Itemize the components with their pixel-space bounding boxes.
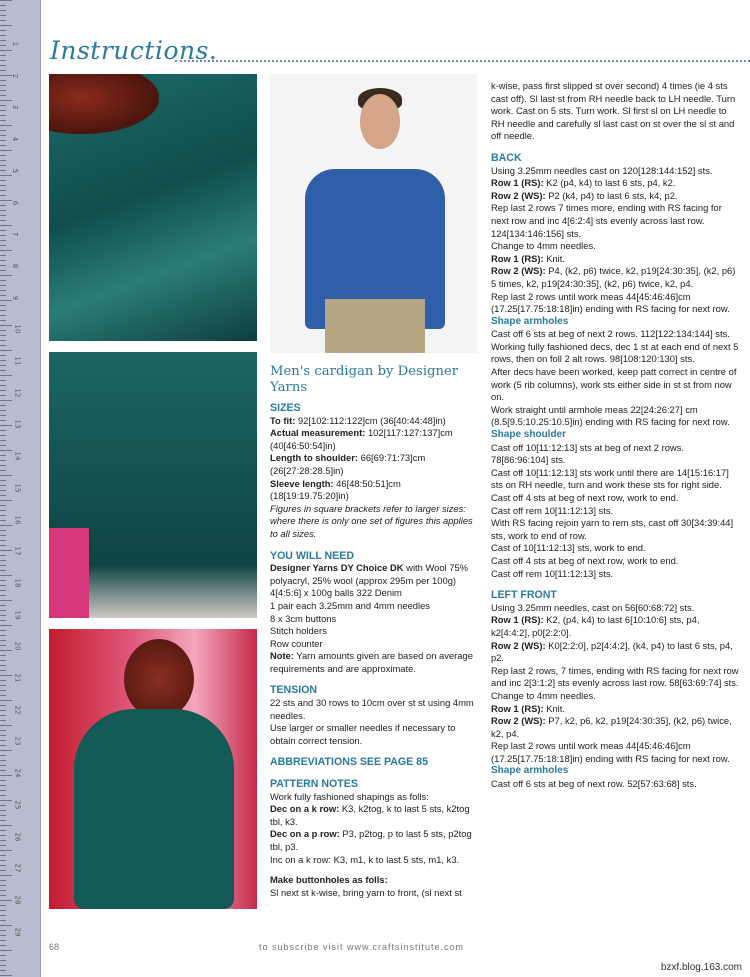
- ruler-tick: [0, 565, 6, 566]
- ruler-tick: [0, 295, 6, 296]
- ruler-tick: [0, 910, 6, 911]
- ruler-number: 9: [11, 295, 20, 300]
- lf-row1b: Row 1 (RS): Knit.: [491, 702, 565, 714]
- ruler-tick: [0, 355, 6, 356]
- sh-5: With RS facing rejoin yarn to rem sts, cast off 30[34:39:44] sts, work to end of row.: [491, 517, 734, 541]
- ruler-number: 10: [13, 324, 22, 334]
- ruler-tick: [0, 380, 6, 381]
- ruler-tick: [0, 755, 6, 756]
- back-row1: Row 1 (RS): K2 (p4, k4) to last 6 sts, p4, k2.: [491, 177, 676, 189]
- ruler-tick: [0, 925, 12, 926]
- photo-lace-sleeve: [49, 352, 257, 618]
- ruler-tick: [0, 665, 6, 666]
- ruler-tick: [0, 685, 6, 686]
- ruler-number: 23: [13, 736, 22, 746]
- ruler-tick: [0, 170, 6, 171]
- ruler-tick: [0, 270, 6, 271]
- ruler-tick: [0, 330, 6, 331]
- need-note: Note: Yarn amounts given are based on average requirements and are approximate.: [270, 650, 473, 674]
- ruler-tick: [0, 645, 6, 646]
- pattern-heading: PATTERN NOTES: [270, 778, 358, 791]
- lf-4: Rep last 2 rows until work meas 44[45:46:46]cm (17.25[17.75:18:18]in) ending with RS facing for next row.: [491, 740, 730, 764]
- ruler-tick: [0, 65, 6, 66]
- ruler-tick: [0, 215, 6, 216]
- ruler-tick: [0, 745, 6, 746]
- sh-1: Cast off 10[11:12:13] sts at beg of next 2 rows. 78[86:96:104] sts.: [491, 441, 684, 466]
- ruler-tick: [0, 805, 6, 806]
- ruler-tick: [0, 730, 6, 731]
- ruler-tick: [0, 630, 6, 631]
- ruler-tick: [0, 895, 6, 896]
- ruler-tick: [0, 385, 6, 386]
- ruler-tick: [0, 900, 12, 901]
- pattern-inc: Inc on a k row: K3, m1, k to last 5 sts, m1, k3.: [270, 853, 460, 865]
- ruler-tick: [0, 400, 12, 401]
- back-row2b: Row 2 (WS): P4, (k2, p6) twice, k2, p19[24:30:35], (k2, p6) 5 times, k2, p19[24:30:35], (k2, p6) twice, k2, p4.: [491, 265, 736, 289]
- ruler-tick: [0, 965, 6, 966]
- ruler-tick: [0, 955, 6, 956]
- lf-armholes-heading: Shape armholes: [491, 765, 569, 777]
- ruler-tick: [0, 375, 12, 376]
- ruler-number: 24: [13, 768, 22, 778]
- ruler-tick: [0, 450, 12, 451]
- ruler-number: 18: [13, 578, 22, 588]
- ruler-tick: [0, 595, 6, 596]
- ruler-tick: [0, 165, 6, 166]
- ruler: [0, 0, 41, 977]
- ruler-number: 28: [13, 895, 22, 905]
- ruler-tick: [0, 815, 6, 816]
- sizes-sleeve: Sleeve length: 46[48:50:51]cm (18[19:19.75:20]in): [270, 477, 401, 502]
- ruler-tick: [0, 195, 6, 196]
- cont-text: k-wise, pass first slipped st over second) 4 times (ie 4 sts cast off). Sl last st from RH needle back to LH needle. Turn work. Cast on 5 sts. Turn work. Sl first sl on LH needle to RH needle and carefully sl last cast on st over the sl st and off needle.: [491, 80, 736, 142]
- ruler-tick: [0, 535, 6, 536]
- ruler-tick: [0, 225, 12, 226]
- ruler-tick: [0, 360, 6, 361]
- ruler-tick: [0, 850, 12, 851]
- ruler-tick: [0, 265, 6, 266]
- back-row1b: Row 1 (RS): Knit.: [491, 252, 565, 264]
- ruler-tick: [0, 725, 12, 726]
- ruler-number: 29: [13, 927, 22, 937]
- ruler-number: 16: [13, 515, 22, 524]
- ruler-tick: [0, 780, 6, 781]
- ruler-tick: [0, 970, 6, 971]
- ruler-tick: [0, 590, 6, 591]
- lf-row1: Row 1 (RS): K2, (p4, k4) to last 6[10:10:6] sts, p4, k2[4:4:2], p0[2:2:0].: [491, 614, 700, 638]
- ruler-tick: [0, 615, 6, 616]
- column-2: [491, 80, 739, 791]
- ruler-tick: [0, 235, 6, 236]
- ruler-tick: [0, 880, 6, 881]
- sizes-heading: SIZES: [270, 402, 301, 414]
- ruler-tick: [0, 230, 6, 231]
- lf-3: Change to 4mm needles.: [491, 689, 596, 701]
- ruler-tick: [0, 715, 6, 716]
- ruler-number: 20: [13, 641, 22, 651]
- lf-2: Rep last 2 rows, 7 times, ending with RS facing for next row and inc 2[3:1:2] sts evenly across last row. 58[63:69:74] sts.: [491, 664, 739, 689]
- ruler-tick: [0, 260, 6, 261]
- need-buttons: 8 x 3cm buttons: [270, 612, 337, 624]
- ruler-number: 17: [13, 546, 22, 556]
- need-needles: 1 pair each 3.25mm and 4mm needles: [270, 599, 430, 611]
- ruler-tick: [0, 600, 12, 601]
- lf-1: Using 3.25mm needles, cast on 56[60:68:72] sts.: [491, 601, 695, 613]
- tension-text2: Use larger or smaller needles if necessary to obtain correct tension.: [270, 722, 456, 746]
- arm-4: Work straight until armhole meas 22[24:26:27] cm (8.5[9.5:10.25:10.5]in) ending with RS facing for next row.: [491, 403, 730, 428]
- ruler-tick: [0, 675, 12, 676]
- ruler-tick: [0, 640, 6, 641]
- ruler-tick: [0, 700, 12, 701]
- left-front-heading: LEFT FRONT: [491, 589, 557, 602]
- ruler-tick: [0, 370, 6, 371]
- ruler-tick: [0, 860, 6, 861]
- ruler-number: 12: [13, 388, 22, 398]
- ruler-tick: [0, 415, 6, 416]
- ruler-number: 25: [13, 800, 22, 810]
- ruler-tick: [0, 70, 6, 71]
- ruler-number: 14: [13, 451, 22, 461]
- ruler-tick: [0, 365, 6, 366]
- arm-1: Cast off 6 sts at beg of next 2 rows. 112[122:134:144] sts.: [491, 328, 730, 340]
- ruler-tick: [0, 335, 6, 336]
- need-holders: Stitch holders: [270, 625, 327, 637]
- ruler-tick: [0, 10, 6, 11]
- ruler-tick: [0, 750, 12, 751]
- ruler-tick: [0, 510, 6, 511]
- ruler-tick: [0, 770, 6, 771]
- pattern-buttonhole-label: Make buttonholes as folls:: [270, 874, 388, 886]
- ruler-tick: [0, 125, 12, 126]
- back-2: Rep last 2 rows 7 times more, ending with RS facing for next row and inc 4[6:2:4] sts evenly across last row. 124[134:146:156] sts.: [491, 202, 722, 239]
- tension-text: 22 sts and 30 rows to 10cm over st st using 4mm needles.: [270, 697, 474, 721]
- ruler-tick: [0, 60, 6, 61]
- ruler-tick: [0, 455, 6, 456]
- need-heading: YOU WILL NEED: [270, 549, 354, 562]
- ruler-tick: [0, 950, 12, 951]
- pattern-dec-p: Dec on a p row: P3, p2tog, p to last 5 sts, p2tog tbl, p3.: [270, 828, 472, 852]
- ruler-tick: [0, 500, 12, 501]
- ruler-tick: [0, 200, 12, 201]
- ruler-tick: [0, 0, 12, 1]
- ruler-tick: [0, 150, 12, 151]
- ruler-tick: [0, 320, 6, 321]
- ruler-tick: [0, 795, 6, 796]
- ruler-number: 3: [11, 105, 20, 110]
- ruler-tick: [0, 655, 6, 656]
- sh-4: Cast off rem 10[11:12:13] sts.: [491, 504, 614, 516]
- ruler-tick: [0, 405, 6, 406]
- ruler-tick: [0, 220, 6, 221]
- ruler-tick: [0, 825, 12, 826]
- ruler-number: 5: [11, 168, 20, 174]
- ruler-tick: [0, 470, 6, 471]
- ruler-tick: [0, 155, 6, 156]
- ruler-tick: [0, 140, 6, 141]
- ruler-tick: [0, 445, 6, 446]
- ruler-tick: [0, 915, 6, 916]
- ruler-tick: [0, 975, 12, 976]
- ruler-number: 27: [13, 863, 22, 873]
- ruler-tick: [0, 45, 6, 46]
- ruler-number: 2: [11, 73, 20, 78]
- subscribe-link[interactable]: to subscribe visit www.craftsinstitute.com: [259, 942, 465, 952]
- ruler-tick: [0, 465, 6, 466]
- back-3: Change to 4mm needles.: [491, 240, 596, 252]
- sizes-length: Length to shoulder: 66[69:71:73]cm (26[27:28:28.5]in): [270, 452, 426, 476]
- back-1: Using 3.25mm needles cast on 120[128:144:152] sts.: [491, 164, 713, 176]
- ruler-tick: [0, 240, 6, 241]
- photo-sweater-back: [49, 629, 257, 909]
- ruler-tick: [0, 515, 6, 516]
- ruler-number: 6: [11, 200, 20, 205]
- page-number: 68: [49, 942, 60, 952]
- ruler-number: 11: [13, 356, 22, 366]
- ruler-tick: [0, 575, 12, 576]
- photo-lace-neckline: [49, 74, 257, 341]
- ruler-tick: [0, 525, 12, 526]
- ruler-tick: [0, 350, 12, 351]
- ruler-tick: [0, 790, 6, 791]
- watermark: bzxf.blog.163.com: [660, 962, 742, 973]
- ruler-tick: [0, 620, 6, 621]
- ruler-tick: [0, 280, 6, 281]
- pattern-intro: Work fully fashioned shapings as folls:: [270, 790, 429, 802]
- sizes-fit: To fit: 92[102:112:122]cm (36[40:44:48]in): [270, 414, 446, 426]
- ruler-tick: [0, 255, 6, 256]
- ruler-number: 1: [11, 41, 20, 47]
- ruler-tick: [0, 145, 6, 146]
- ruler-tick: [0, 75, 12, 76]
- pattern-dec-k: Dec on a k row: K3, k2tog, k to last 5 sts, k2tog tbl, k3.: [270, 803, 470, 827]
- ruler-tick: [0, 765, 6, 766]
- ruler-tick: [0, 650, 12, 651]
- ruler-tick: [0, 635, 6, 636]
- ruler-tick: [0, 720, 6, 721]
- tension-heading: TENSION: [270, 684, 318, 697]
- ruler-tick: [0, 175, 12, 176]
- ruler-tick: [0, 290, 6, 291]
- ruler-tick: [0, 735, 6, 736]
- ruler-tick: [0, 545, 6, 546]
- ruler-tick: [0, 820, 6, 821]
- ruler-tick: [0, 40, 6, 41]
- ruler-tick: [0, 345, 6, 346]
- ruler-tick: [0, 680, 6, 681]
- ruler-tick: [0, 410, 6, 411]
- ruler-tick: [0, 580, 6, 581]
- ruler-tick: [0, 205, 6, 206]
- design-title: Men's cardigan by Designer Yarns: [270, 364, 459, 395]
- ruler-number: 7: [11, 231, 20, 237]
- ruler-tick: [0, 555, 6, 556]
- ruler-tick: [0, 95, 6, 96]
- ruler-tick: [0, 940, 6, 941]
- ruler-tick: [0, 300, 12, 301]
- ruler-tick: [0, 340, 6, 341]
- sh-6: Cast of 10[11:12:13] sts, work to end.: [491, 542, 646, 554]
- ruler-tick: [0, 625, 12, 626]
- ruler-tick: [0, 570, 6, 571]
- back-heading: BACK: [491, 151, 522, 164]
- ruler-tick: [0, 435, 6, 436]
- page-header: [50, 36, 750, 70]
- ruler-number: 8: [11, 263, 20, 269]
- ruler-tick: [0, 100, 12, 101]
- ruler-tick: [0, 285, 6, 286]
- sh-7: Cast off 4 sts at beg of next row, work to end.: [491, 554, 679, 566]
- ruler-tick: [0, 945, 6, 946]
- ruler-number: 22: [13, 705, 22, 715]
- ruler-tick: [0, 105, 6, 106]
- ruler-tick: [0, 710, 6, 711]
- ruler-tick: [0, 800, 12, 801]
- abbrev-heading: ABBREVIATIONS SEE PAGE 85: [270, 756, 428, 769]
- ruler-tick: [0, 35, 6, 36]
- ruler-number: 4: [11, 136, 20, 142]
- ruler-tick: [0, 390, 6, 391]
- ruler-tick: [0, 830, 6, 831]
- ruler-tick: [0, 475, 12, 476]
- ruler-tick: [0, 310, 6, 311]
- ruler-tick: [0, 890, 6, 891]
- ruler-tick: [0, 55, 6, 56]
- dotted-rule: [175, 60, 750, 62]
- ruler-tick: [0, 520, 6, 521]
- ruler-tick: [0, 275, 12, 276]
- ruler-tick: [0, 480, 6, 481]
- ruler-tick: [0, 250, 12, 251]
- page-title: Instructions.: [50, 36, 218, 65]
- ruler-tick: [0, 505, 6, 506]
- ruler-tick: [0, 190, 6, 191]
- lf-5: Cast off 6 sts at beg of next row. 52[57:63:68] sts.: [491, 778, 697, 790]
- column-1: [270, 364, 480, 899]
- ruler-tick: [0, 540, 6, 541]
- ruler-tick: [0, 585, 6, 586]
- ruler-tick: [0, 775, 12, 776]
- photo-mens-cardigan: [270, 74, 477, 353]
- ruler-tick: [0, 740, 6, 741]
- need-counter: Row counter: [270, 637, 323, 649]
- ruler-tick: [0, 875, 12, 876]
- ruler-tick: [0, 110, 6, 111]
- ruler-tick: [0, 865, 6, 866]
- ruler-tick: [0, 20, 6, 21]
- ruler-tick: [0, 395, 6, 396]
- ruler-number: 15: [13, 483, 22, 493]
- sizes-actual: Actual measurement: 102[117:127:137]cm (40[46:50:54]in): [270, 427, 453, 451]
- ruler-tick: [0, 835, 6, 836]
- ruler-tick: [0, 115, 6, 116]
- ruler-tick: [0, 905, 6, 906]
- ruler-tick: [0, 305, 6, 306]
- ruler-tick: [0, 490, 6, 491]
- ruler-tick: [0, 550, 12, 551]
- ruler-tick: [0, 760, 6, 761]
- ruler-number: 21: [13, 673, 22, 683]
- sh-3: Cast off 4 sts at beg of next row, work to end.: [491, 492, 679, 503]
- ruler-tick: [0, 210, 6, 211]
- lf-row2b: Row 2 (WS): P7, k2, p6, k2, p19[24:30:35], (k2, p6) twice, k2, p4.: [491, 715, 732, 739]
- ruler-tick: [0, 160, 6, 161]
- ruler-tick: [0, 460, 6, 461]
- ruler-tick: [0, 660, 6, 661]
- arm-2: Working fully fashioned decs, dec 1 st at each end of next 5 rows, then on foll 2 alt rows. 98[108:120:130] sts.: [491, 340, 739, 365]
- ruler-tick: [0, 425, 12, 426]
- ruler-tick: [0, 695, 6, 696]
- ruler-tick: [0, 180, 6, 181]
- sh-8: Cast off rem 10[11:12:13] sts.: [491, 567, 614, 579]
- ruler-tick: [0, 5, 6, 6]
- ruler-tick: [0, 705, 6, 706]
- back-row2: Row 2 (WS): P2 (k4, p4) to last 6 sts, k4, p2.: [491, 189, 678, 201]
- arm-3: After decs have been worked, keep patt correct in centre of work (5 rib columns), work sts either side in st st from now on.: [491, 366, 737, 403]
- ruler-tick: [0, 440, 6, 441]
- ruler-tick: [0, 50, 12, 51]
- ruler-tick: [0, 130, 6, 131]
- back-4: Rep last 2 rows until work meas 44[45:46:46]cm (17.25[17.75:18:18]in) ending with RS facing for next row.: [491, 290, 730, 315]
- ruler-tick: [0, 690, 6, 691]
- ruler-tick: [0, 610, 6, 611]
- ruler-tick: [0, 80, 6, 81]
- ruler-tick: [0, 430, 6, 431]
- ruler-tick: [0, 420, 6, 421]
- need-yarn: Designer Yarns DY Choice DK with Wool 75% polyacryl, 25% wool (approx 295m per 100g) 4[4:5:6] x 100g balls 322 Denim: [270, 562, 469, 599]
- ruler-tick: [0, 120, 6, 121]
- pattern-buttonhole: Sl next st k-wise, bring yarn to front, (sl next st: [270, 886, 462, 898]
- ruler-tick: [0, 495, 6, 496]
- ruler-number: 19: [13, 610, 22, 620]
- shoulder-heading: Shape shoulder: [491, 429, 567, 441]
- ruler-tick: [0, 605, 6, 606]
- ruler-tick: [0, 15, 6, 16]
- ruler-tick: [0, 840, 6, 841]
- ruler-number: 13: [13, 419, 22, 429]
- ruler-tick: [0, 135, 6, 136]
- ruler-tick: [0, 870, 6, 871]
- ruler-tick: [0, 670, 6, 671]
- ruler-tick: [0, 485, 6, 486]
- ruler-number: 26: [13, 832, 22, 841]
- ruler-tick: [0, 930, 6, 931]
- ruler-tick: [0, 85, 6, 86]
- ruler-tick: [0, 885, 6, 886]
- lf-row2: Row 2 (WS): K0[2:2:0], p2[4:4:2], (k4, p4) to last 6 sts, p4, p2.: [491, 639, 733, 664]
- ruler-tick: [0, 560, 6, 561]
- ruler-tick: [0, 185, 6, 186]
- ruler-tick: [0, 245, 6, 246]
- ruler-tick: [0, 935, 6, 936]
- sizes-note: Figures in square brackets refer to larger sizes: where there is only one set of figures this applies to all sizes.: [270, 502, 473, 539]
- ruler-tick: [0, 845, 6, 846]
- ruler-tick: [0, 90, 6, 91]
- ruler-tick: [0, 920, 6, 921]
- sh-2: Cast off 10[11:12:13] sts work until there are 14[15:16:17] sts on RH needle, turn and work these sts for right side.: [491, 466, 729, 491]
- ruler-tick: [0, 30, 6, 31]
- ruler-tick: [0, 810, 6, 811]
- ruler-tick: [0, 25, 12, 26]
- ruler-tick: [0, 785, 6, 786]
- ruler-tick: [0, 315, 6, 316]
- armholes-heading: Shape armholes: [491, 315, 569, 327]
- ruler-tick: [0, 530, 6, 531]
- ruler-tick: [0, 325, 12, 326]
- ruler-tick: [0, 960, 6, 961]
- ruler-tick: [0, 855, 6, 856]
